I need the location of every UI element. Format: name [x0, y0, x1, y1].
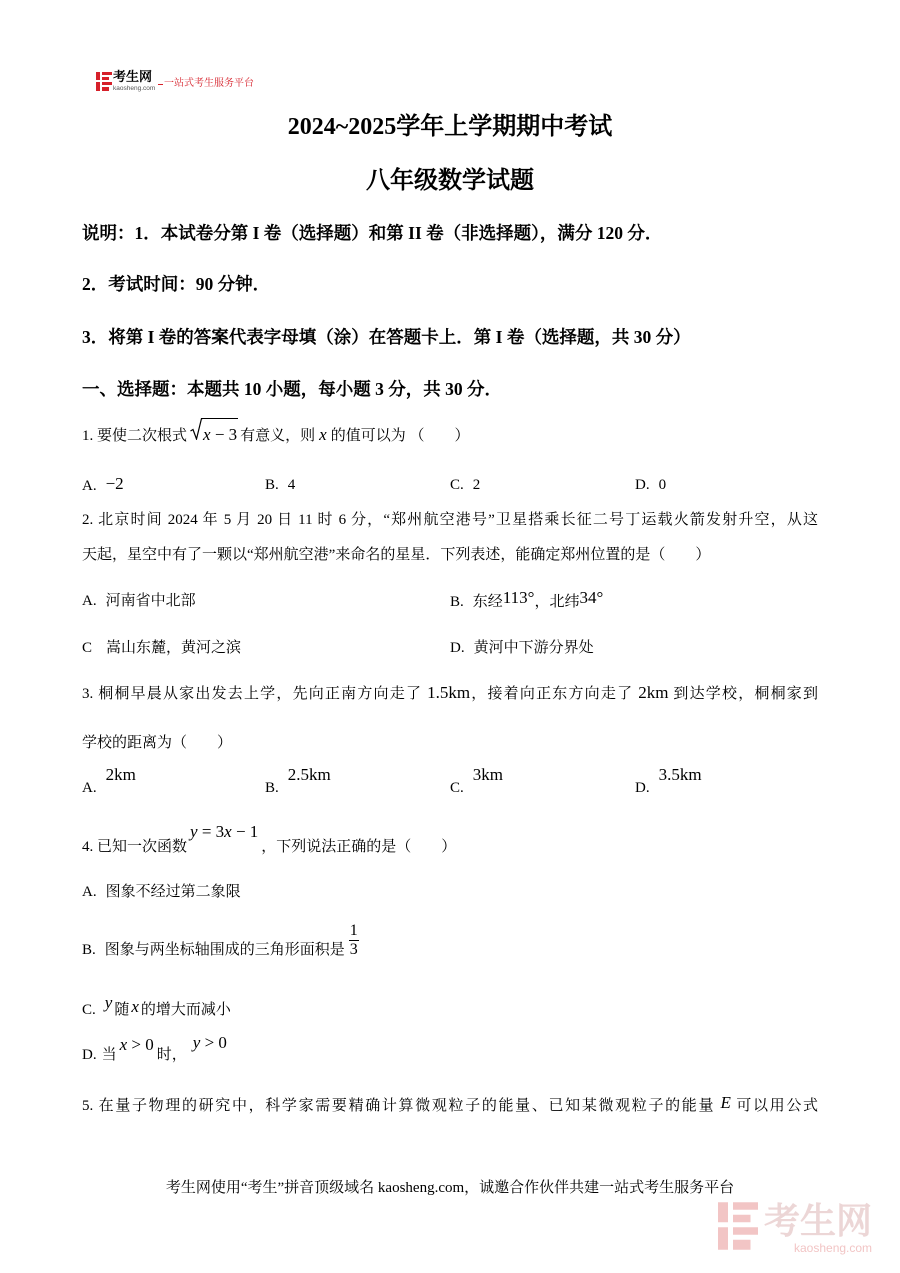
q4-option-b — [82, 922, 359, 961]
q4-suffix: ，下列说法正确的是（ ） — [261, 839, 457, 855]
q2-option-c — [82, 637, 241, 659]
q3-distance-south: 1.5km — [427, 683, 471, 702]
watermark-brand: 考生网 — [764, 1201, 873, 1242]
option-condition — [120, 1035, 154, 1054]
q1-option-a — [82, 474, 124, 497]
instruction-2: 2．考试时间：90 分钟． — [82, 274, 271, 294]
q4-option-c — [82, 993, 231, 1021]
option-label: B. — [82, 942, 96, 958]
q3-prefix: 3. 桐桐早晨从家出发去上学，先向正南方向走了 — [82, 686, 423, 702]
option-text: 图象与两坐标轴围成的三角形面积是 — [104, 942, 345, 958]
condition-rest: > 0 — [127, 1035, 154, 1054]
q2-option-d — [450, 637, 594, 659]
q3-mid: ，接着向正东方向走了 — [470, 686, 634, 702]
logo-domain: kaosheng.com — [113, 85, 156, 92]
option-text: 黄河中下游分界处 — [473, 640, 594, 656]
option-text-latitude-label: ，北纬 — [534, 594, 580, 610]
func-x: x — [224, 822, 232, 841]
watermark-domain: kaosheng.com — [794, 1241, 873, 1255]
q4-prefix: 4. 已知一次函数 — [82, 839, 188, 855]
instruction-1: 说明：1．本试卷分第 I 卷（选择题）和第 II 卷（非选择题），满分 120 分． — [82, 223, 663, 243]
option-label: D. — [450, 640, 465, 656]
question-3-line-2: 学校的距离为（ ） — [82, 735, 233, 751]
func-const: − 1 — [231, 822, 259, 841]
section-heading: 一、选择题：本题共 10 小题，每小题 3 分，共 30 分． — [82, 379, 502, 399]
q1-option-c — [450, 474, 480, 496]
option-text-1: 当 — [101, 1047, 117, 1063]
option-var-x: x — [131, 997, 139, 1016]
result-var: y — [192, 1033, 201, 1052]
q4-option-d — [82, 1033, 227, 1066]
longitude-value: 113° — [502, 588, 535, 607]
option-label: D. — [635, 780, 650, 796]
option-text-longitude-label: 东经 — [472, 594, 503, 610]
option-text: 河南省中北部 — [105, 593, 196, 609]
option-text: 4 — [287, 477, 296, 493]
option-label: D. — [82, 1047, 97, 1063]
q4-function — [190, 822, 258, 841]
question-1-stem — [82, 424, 469, 447]
q1-radicand-rest: − 3 — [210, 425, 238, 444]
logo-divider-dash — [158, 84, 163, 85]
condition-var: x — [119, 1035, 128, 1054]
option-text-1: 随 — [114, 1002, 130, 1018]
option-label: C. — [450, 477, 464, 493]
latitude-value: 34° — [579, 588, 604, 607]
q1-suffix: 的值可以为 （ ） — [330, 428, 470, 444]
kaosheng-watermark-icon — [718, 1202, 758, 1250]
q5-prefix: 5. 在量子物理的研究中，科学家需要精确计算微观粒子的能量、已知某微观粒子的能量 — [82, 1098, 716, 1114]
q2-option-a — [82, 590, 196, 612]
kaosheng-logo-icon — [96, 72, 112, 91]
fraction — [349, 922, 359, 959]
q3-post: 到达学校，桐桐家到 — [673, 686, 818, 702]
radical-sign-icon — [190, 418, 203, 440]
option-label: D. — [635, 477, 650, 493]
question-2-line-2: 天起，星空中有了一颗以“郑州航空港”来命名的星星．下列表述，能确定郑州位置的是（ ） — [82, 547, 711, 563]
option-text: 2km — [105, 765, 136, 784]
question-5-stem — [82, 1094, 818, 1117]
option-label: C. — [82, 1002, 96, 1018]
q3-option-d — [635, 765, 702, 799]
option-text: 2.5km — [287, 765, 331, 784]
option-label: B. — [265, 477, 279, 493]
option-label: A. — [82, 780, 97, 796]
option-label: B. — [450, 594, 464, 610]
q3-option-c — [450, 765, 503, 799]
q1-radicand-variable: x — [203, 425, 211, 444]
q1-prefix: 1. 要使二次根式 — [82, 428, 188, 444]
option-text-2: 时， — [156, 1047, 187, 1063]
q3-option-b — [265, 765, 331, 799]
question-3-line-1 — [82, 682, 818, 705]
option-var-y: y — [104, 993, 113, 1012]
q1-variable: x — [319, 425, 327, 444]
q5-energy-variable: E — [720, 1093, 731, 1112]
option-text: 2 — [472, 477, 481, 493]
page-footer: 考生网使用“考生”拼音顶级域名 kaosheng.com，诚邀合作伙伴共建一站式考生服务平台 — [165, 1180, 735, 1196]
q4-option-a — [82, 881, 241, 903]
question-2-line-1: 2. 北京时间 2024 年 5 月 20 日 11 时 6 分，“郑州航空港号”卫星搭乘长征二号丁运载火箭发射升空，从这 — [82, 512, 818, 528]
q1-mid: 有意义，则 — [240, 428, 316, 444]
header-logo — [96, 71, 261, 93]
option-label: C — [82, 640, 93, 656]
option-text: −2 — [105, 474, 124, 493]
option-text: 3km — [472, 765, 503, 784]
instruction-3: 3．将第 I 卷的答案代表字母填（涂）在答题卡上．第 I 卷（选择题，共 30 分） — [82, 327, 691, 347]
q3-option-a — [82, 765, 136, 799]
q1-option-b — [265, 474, 295, 496]
result-rest: > 0 — [200, 1033, 227, 1052]
option-text: 3.5km — [658, 765, 702, 784]
option-label: B. — [265, 780, 279, 796]
option-label: A. — [82, 593, 97, 609]
func-eq: = 3 — [197, 822, 225, 841]
logo-brand-name: 考生网 — [113, 70, 153, 85]
option-result — [193, 1033, 227, 1052]
option-text: 图象不经过第二象限 — [105, 884, 241, 900]
option-text: 0 — [658, 477, 667, 493]
fraction-numerator: 1 — [349, 922, 358, 939]
exam-title: 2024~2025学年上学期期中考试 — [287, 114, 613, 140]
option-label: C. — [450, 780, 464, 796]
question-4-stem — [82, 822, 457, 858]
func-y: y — [190, 822, 198, 841]
logo-slogan: 一站式考生服务平台 — [164, 78, 254, 89]
option-label: A. — [82, 478, 97, 494]
q2-option-b — [450, 590, 603, 613]
q3-distance-east: 2km — [638, 683, 669, 702]
fraction-denominator: 3 — [349, 941, 358, 958]
option-label: A. — [82, 884, 97, 900]
q1-option-d — [635, 474, 666, 496]
watermark-logo — [718, 1200, 888, 1256]
q1-radicand — [203, 418, 238, 444]
exam-subject-title: 八年级数学试题 — [366, 168, 534, 194]
option-text-2: 的增大而减小 — [140, 1002, 231, 1018]
option-text: 嵩山东麓，黄河之滨 — [106, 640, 242, 656]
q5-suffix: 可以用公式 — [736, 1098, 819, 1114]
